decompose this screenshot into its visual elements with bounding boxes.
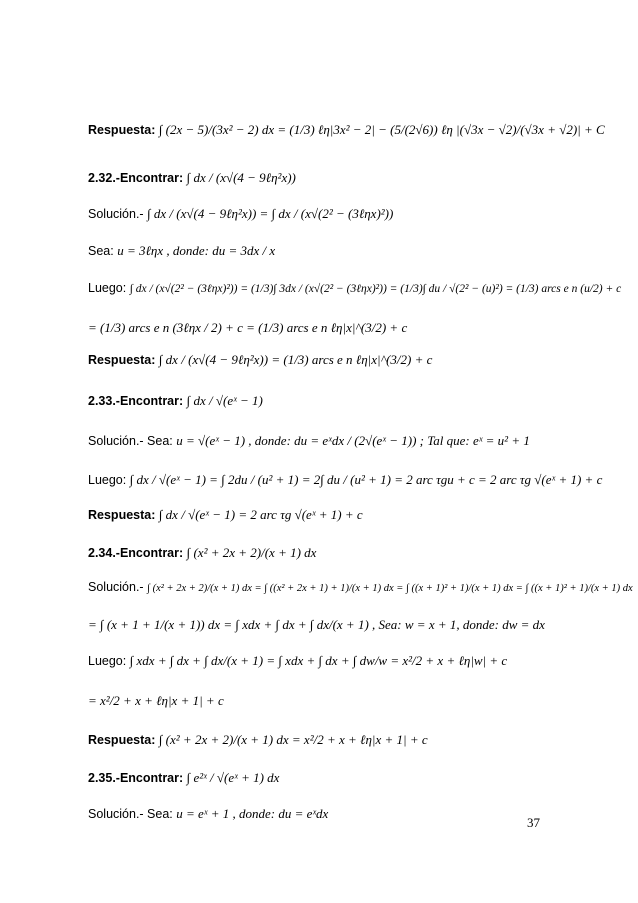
line-label: 2.35.-Encontrar: [88, 771, 184, 785]
line-formula: = (1/3) arcs e n (3ℓηx / 2) + c = (1/3) arcs e n ℓη|x|^(3/2) + c [88, 320, 408, 335]
line-label: 2.34.-Encontrar: [88, 546, 184, 560]
line-formula: ∫ (x² + 2x + 2)/(x + 1) dx [186, 545, 317, 560]
line-13 [88, 580, 633, 594]
line-formula: ∫ e²ˣ / √(eˣ + 1) dx [186, 770, 280, 785]
line-formula: ∫ dx / (x√(4 − 9ℓη²x)) = (1/3) arcs e n ℓη|x|^(3/2) + c [158, 352, 433, 367]
line-formula: ∫ dx / (x√(2² − (3ℓηx)²)) = (1/3)∫ 3dx / (x√(2² − (3ℓηx)²)) = (1/3)∫ du / √(2² − (u)²) = (1/3) arcs e n (u/2) + c [129, 283, 622, 295]
line-10 [88, 472, 602, 488]
line-19 [88, 806, 328, 822]
line-label: Respuesta: [88, 353, 156, 367]
line-15 [88, 653, 507, 669]
line-label: Respuesta: [88, 508, 156, 522]
line-label: Solución.- [88, 207, 144, 221]
line-16 [88, 693, 224, 709]
line-formula: u = √(eˣ − 1) , donde: du = eˣdx / (2√(eˣ − 1)) ; Tal que: eˣ = u² + 1 [176, 433, 530, 448]
line-9 [88, 433, 530, 449]
line-label: Respuesta: [88, 733, 156, 747]
line-formula: = ∫ (x + 1 + 1/(x + 1)) dx = ∫ xdx + ∫ dx + ∫ dx/(x + 1) , Sea: w = x + 1, donde: dw = dx [88, 617, 545, 632]
line-14 [88, 617, 545, 633]
line-11 [88, 507, 363, 523]
line-formula: ∫ dx / √(eˣ − 1) = 2 arc τg √(eˣ + 1) + c [158, 507, 363, 522]
line-label: Solución.- [88, 580, 144, 594]
line-formula: ∫ xdx + ∫ dx + ∫ dx/(x + 1) = ∫ xdx + ∫ dx + ∫ dw/w = x²/2 + x + ℓη|w| + c [129, 653, 508, 668]
line-4 [88, 243, 275, 259]
line-label: 2.32.-Encontrar: [88, 171, 184, 185]
line-8 [88, 393, 263, 409]
line-12 [88, 545, 316, 561]
line-label: Luego: [88, 281, 127, 295]
line-label: Luego: [88, 654, 127, 668]
line-formula: ∫ (2x − 5)/(3x² − 2) dx = (1/3) ℓη|3x² − 2| − (5/(2√6)) ℓη |(√3x − √2)/(√3x + √2)| + C [158, 122, 605, 137]
line-5 [88, 281, 621, 295]
line-formula: = x²/2 + x + ℓη|x + 1| + c [88, 693, 224, 708]
line-label: 2.33.-Encontrar: [88, 394, 184, 408]
line-label: Luego: [88, 473, 127, 487]
line-formula: u = 3ℓηx , donde: du = 3dx / x [117, 243, 276, 258]
line-formula: ∫ (x² + 2x + 2)/(x + 1) dx = x²/2 + x + ℓη|x + 1| + c [158, 732, 428, 747]
line-formula: ∫ (x² + 2x + 2)/(x + 1) dx = ∫ ((x² + 2x + 1) + 1)/(x + 1) dx = ∫ ((x + 1)² + 1)/(x + 1) dx = ∫ ((x + 1)² + 1)/(x + 1) dx [147, 583, 633, 594]
line-formula: ∫ dx / (x√(4 − 9ℓη²x)) = ∫ dx / (x√(2² − (3ℓηx)²)) [147, 206, 394, 221]
line-formula: ∫ dx / √(eˣ − 1) = ∫ 2du / (u² + 1) = 2∫ du / (u² + 1) = 2 arc τgu + c = 2 arc τg √(eˣ + 1) + c [129, 472, 603, 487]
line-17 [88, 732, 428, 748]
line-2 [88, 170, 296, 186]
line-formula: ∫ dx / (x√(4 − 9ℓη²x)) [186, 170, 296, 185]
line-3 [88, 206, 393, 222]
line-6 [88, 320, 407, 336]
line-18 [88, 770, 279, 786]
line-1 [88, 122, 605, 138]
line-label: Solución.- Sea: [88, 807, 173, 821]
line-formula: u = eˣ + 1 , donde: du = eˣdx [176, 806, 329, 821]
line-7 [88, 352, 432, 368]
line-label: Respuesta: [88, 123, 156, 137]
line-label: Solución.- Sea: [88, 434, 173, 448]
line-formula: ∫ dx / √(eˣ − 1) [186, 393, 263, 408]
page-number: 37 [527, 815, 540, 830]
line-label: Sea: [88, 244, 114, 258]
